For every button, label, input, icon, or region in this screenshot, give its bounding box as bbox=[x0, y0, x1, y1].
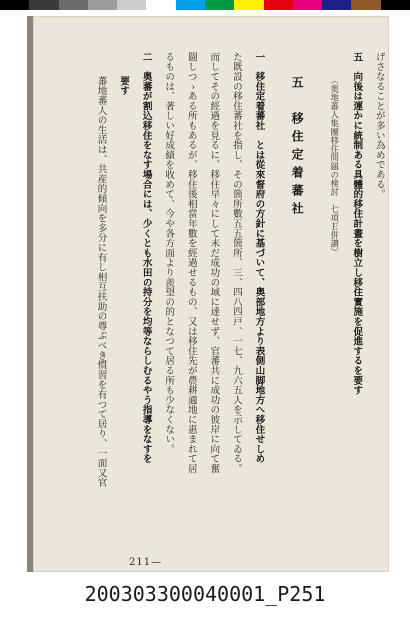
scale-swatch bbox=[351, 0, 380, 10]
page-number: 211— bbox=[129, 557, 163, 568]
scale-swatch bbox=[205, 0, 234, 10]
scale-swatch bbox=[264, 0, 293, 10]
scale-swatch bbox=[146, 0, 175, 10]
scale-swatch bbox=[234, 0, 263, 10]
text-column: 二 奥蕃が割込移住をなす場合には、少くとも水田の持分を均等ならしむるやう指導をなすを bbox=[140, 52, 152, 464]
scale-swatch bbox=[322, 0, 351, 10]
scale-swatch bbox=[0, 0, 29, 10]
text-column: 闘しつゝある所もあるが、移住後相當年數を經過せるもの、又は移住先が農耕適地に惠まれて居 bbox=[185, 52, 197, 474]
text-column: 蕃地蕃人の生活は、共産的傾向を多分に有し相互扶助の尊ぶべき慣習を有つて居り、一面又官 bbox=[95, 76, 107, 488]
archive-caption: 200303300040001_P251 bbox=[84, 582, 326, 606]
document-page bbox=[27, 16, 389, 572]
text-column bbox=[276, 52, 280, 538]
text-column: 而してその經過を見るに、移住早々にして未だ成功の域に達せず、官蕃共に成功の彼岸に向て奮 bbox=[208, 52, 220, 474]
scale-swatch bbox=[381, 0, 410, 10]
text-column: 一 移住定着蕃社 とは從來督府の方針に基づいて、奥部地方より表側山脚地方へ移住せしめ bbox=[253, 52, 265, 464]
text-column: げさなることが多い為めである。 bbox=[373, 52, 385, 199]
scale-swatch bbox=[117, 0, 146, 10]
text-columns bbox=[95, 52, 385, 538]
text-column bbox=[313, 52, 317, 538]
text-column: （奥地蕃人集團移住問題の検討 七項Ｅ併讀） bbox=[329, 76, 340, 257]
section-heading: 五 移住定着蕃社 bbox=[290, 76, 305, 220]
text-column: るものは、著しい好成績を收めて、今や各方面より羨望の的となつて居る所も少なくない。 bbox=[163, 52, 175, 454]
text-column: 五 向後は運かに統制ある具體的移住計畫を樹立し移住實施を促進するを要す bbox=[351, 52, 363, 395]
text-column: た既設の移住蕃社を指し、その箇所數五五箇所、三、四八四戸、一七、九六五人を示してゐる。 bbox=[230, 52, 242, 474]
scale-swatch bbox=[176, 0, 205, 10]
scale-swatch bbox=[88, 0, 117, 10]
color-scale-bar bbox=[0, 0, 410, 10]
text-column: 要す bbox=[118, 76, 130, 96]
scale-swatch bbox=[59, 0, 88, 10]
scale-swatch bbox=[293, 0, 322, 10]
scale-swatch bbox=[29, 0, 58, 10]
